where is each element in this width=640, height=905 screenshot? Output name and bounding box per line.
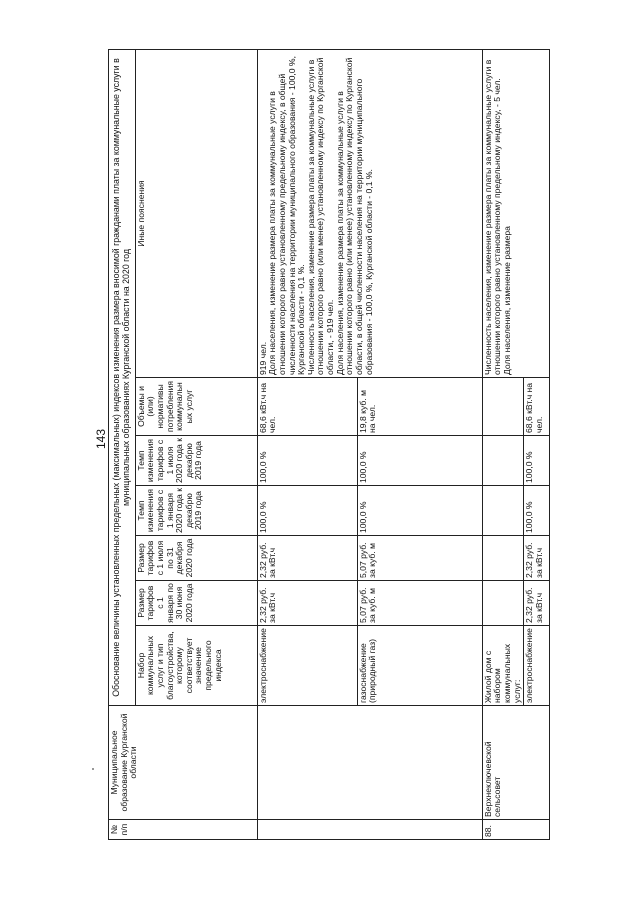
- cell-rate-2: 100,0 %: [524, 436, 550, 486]
- notes-line: Доля населения, изменение размера: [501, 226, 512, 375]
- cell-volume: 68,6 кВт.ч на чел.: [257, 378, 357, 436]
- header-tariff-jan-jun: Размер тарифов с 1 января по 30 июня 2020 года: [135, 581, 257, 626]
- header-volumes: Объемы и (или) нормативы потребления коммунальных услуг: [135, 378, 257, 436]
- cell-num: [257, 820, 482, 840]
- cell-notes: [482, 50, 550, 378]
- cell-volume: 68,6 кВт.ч на чел.: [524, 378, 550, 436]
- cell-rate-2: [482, 436, 524, 486]
- cell-municipality: [257, 706, 482, 820]
- table-title: Обоснование величины установленных предельных (максимальных) индексов изменения размера вносимой гражданами платы за коммунальные услуги в муниципальных образованиях Курганской области на 2020 год: [109, 50, 136, 706]
- cell-num: 88.: [482, 820, 550, 840]
- cell-rate-2: 100,0 %: [357, 436, 482, 486]
- cell-rate-1: 100,0 %: [257, 486, 357, 536]
- cell-volume: [482, 378, 524, 436]
- cell-notes: 919 чел. Доля населения, изменение размера платы за коммунальные услуги в отношении которого равно установленному предельному индексу, в общей численности населения на территории муниципального образования - 100,0 %, Курганской области - 0,1 %. Численность населения, изменение размера платы за коммунальные услуги в отношении которого равно (или менее) установленному индексу по Курганской области, - 919 чел. Доля населения, изменение размера платы за коммунальные услуги в отношении которого равно (или менее) установленному индексу по Курганской области, в общей численности населения на территории муниципального образования - 100,0 %, Курганской области - 0,1 %.: [257, 50, 482, 378]
- cell-rate-1: [482, 486, 524, 536]
- cell-tariff-2: 2,32 руб. за кВт.ч: [524, 536, 550, 581]
- header-rate-jan: Темп изменения тарифов с 1 января 2020 года к декабрю 2019 года: [135, 486, 257, 536]
- cell-service: газоснабжение (природный газ): [357, 626, 482, 706]
- header-tariff-jul-dec: Размер тарифов с 1 июля по 31 декабря 2020 года: [135, 536, 257, 581]
- cell-rate-2: 100,0 %: [257, 436, 357, 486]
- table-row: [482, 50, 524, 840]
- page-number: 143: [94, 428, 108, 450]
- header-num: № п/п: [109, 820, 258, 840]
- cell-rate-1: 100,0 %: [524, 486, 550, 536]
- cell-tariff-2: [482, 536, 524, 581]
- header-rate-jul: Темп изменения тарифов с 1 июля 2020 года к декабрю 2019 года: [135, 436, 257, 486]
- cell-service: Жилой дом с набором коммунальных услуг:: [482, 626, 524, 706]
- cell-service: электроснабжение: [257, 626, 357, 706]
- cell-tariff-1: [482, 581, 524, 626]
- cell-municipality: Верхнеключевской сельсовет: [482, 706, 550, 820]
- rotated-table-page: [108, 50, 548, 840]
- cell-service: электроснабжение: [524, 626, 550, 706]
- notes-line: Численность населения, изменение размера платы за коммунальные услуги в отношении которого равно установленному предельному индексу, - 5 чел.: [482, 59, 503, 375]
- header-municipality: Муниципальное образование Курганской области: [109, 706, 258, 820]
- table-row: [257, 50, 357, 840]
- cell-tariff-1: 5,07 руб. за куб. м: [357, 581, 482, 626]
- scan-speck: [92, 768, 94, 770]
- header-service-set: Набор коммунальных услуг и тип благоустройства, которому соответствует значение предельного индекса: [135, 626, 257, 706]
- cell-tariff-1: 2,32 руб. за кВт.ч: [257, 581, 357, 626]
- cell-volume: 19,8 куб. м на чел.: [357, 378, 482, 436]
- cell-tariff-2: 5,07 руб. за куб. м: [357, 536, 482, 581]
- cell-rate-1: 100,0 %: [357, 486, 482, 536]
- cell-tariff-1: 2,32 руб. за кВт.ч: [524, 581, 550, 626]
- header-notes: Иные пояснения: [135, 50, 257, 378]
- cell-tariff-2: 2,32 руб. за кВт.ч: [257, 536, 357, 581]
- tariff-index-table: [108, 49, 550, 840]
